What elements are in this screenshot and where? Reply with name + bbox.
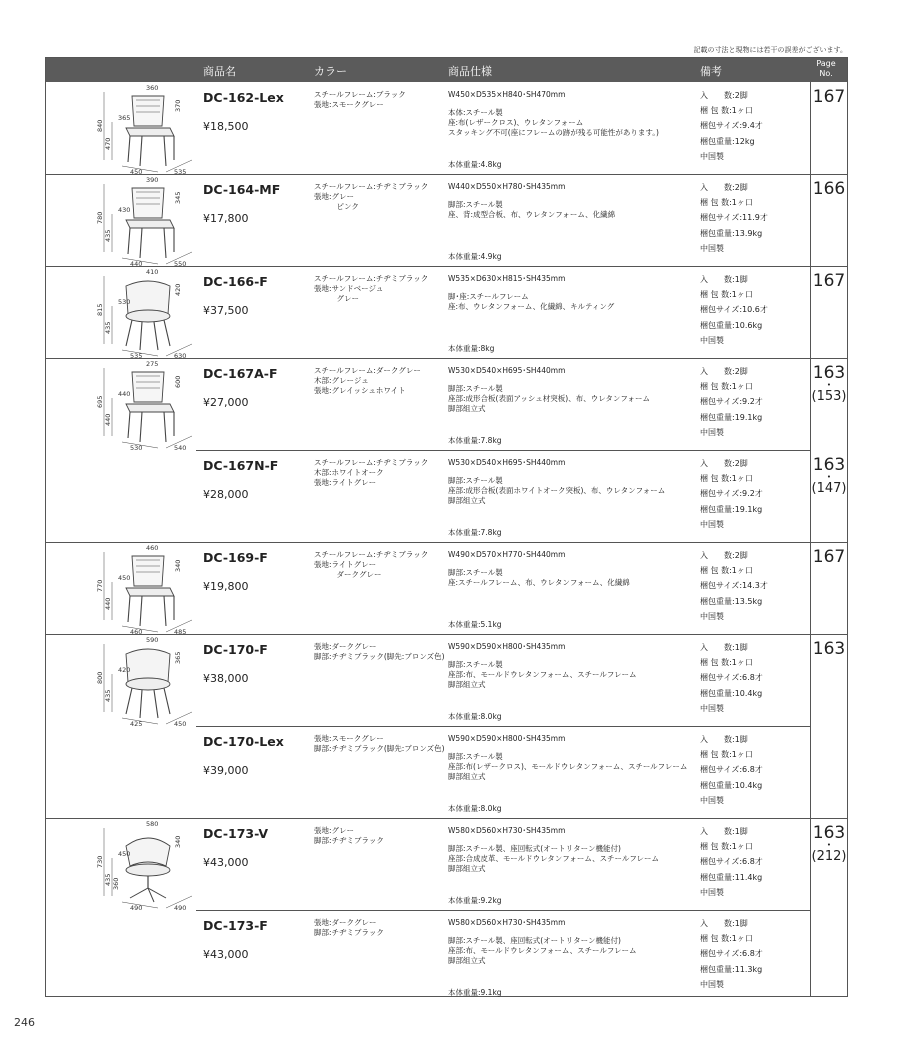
spec-line: 脚部:スチール製	[448, 384, 503, 393]
product-spec	[448, 90, 659, 138]
packing-line: 梱 包 数:1ヶ口	[700, 474, 753, 484]
dim-width: 450	[130, 168, 143, 174]
product-spec	[448, 366, 650, 414]
chair-dimension-diagram	[46, 542, 196, 634]
product-row	[46, 818, 847, 910]
packing-line: 梱包重量:11.3kg	[700, 964, 763, 974]
dim-seat-low: 360	[112, 877, 120, 890]
chair-drawing	[46, 174, 196, 266]
spec-line: 脚部:スチール製	[448, 752, 503, 761]
packing-line: 入 数:1脚	[700, 919, 748, 928]
product-weight: 本体重量:8.0kg	[448, 712, 502, 721]
dim-back-height: 345	[174, 191, 182, 204]
packing-line: 中国製	[700, 979, 724, 989]
page-separator-dot: •	[826, 841, 832, 849]
packing-line: 梱包サイズ:6.8才	[700, 949, 763, 959]
spec-line: 座部:布、モールドウレタンフォーム、スチールフレーム	[448, 946, 637, 955]
product-price: ¥18,500	[203, 120, 249, 133]
dim-top-width: 275	[146, 360, 159, 368]
product-row	[46, 174, 847, 266]
product-name: DC-170-Lex	[203, 734, 284, 749]
product-price: ¥37,500	[203, 304, 249, 317]
product-color: スチールフレーム:チヂミブラック 張地:グレー ピンク	[314, 182, 429, 211]
packing-line: 梱包サイズ:6.8才	[700, 857, 763, 867]
chair-dimension-diagram	[46, 634, 196, 726]
product-dimensions: W440×D550×H780･SH435mm	[448, 182, 566, 191]
product-weight: 本体重量:4.8kg	[448, 160, 502, 169]
packing-line: 入 数:2脚	[700, 183, 748, 192]
product-weight: 本体重量:5.1kg	[448, 620, 502, 629]
packing-line: 梱包サイズ:6.8才	[700, 673, 763, 683]
dim-seat-height: 435	[104, 689, 112, 702]
spec-line: 脚部組立式	[448, 956, 486, 965]
product-price: ¥17,800	[203, 212, 249, 225]
dim-width: 425	[130, 720, 143, 726]
spec-line: 座部:成形合板(表面アッシュ材突板)、布、ウレタンフォーム	[448, 394, 651, 403]
chair-drawing	[46, 818, 196, 910]
page-number: 166	[812, 179, 846, 199]
packing-line: 梱 包 数:1ヶ口	[700, 106, 753, 116]
product-spec	[448, 550, 630, 588]
product-table	[45, 57, 848, 997]
page-separator-dot: •	[826, 473, 832, 481]
dim-back-height: 420	[174, 283, 182, 296]
packing-line: 梱 包 数:1ヶ口	[700, 658, 753, 668]
dim-top-width: 460	[146, 544, 159, 552]
product-dimensions: W580×D560×H730･SH435mm	[448, 826, 566, 835]
spec-line: 脚部組立式	[448, 680, 486, 689]
product-row	[46, 450, 847, 542]
product-row	[46, 358, 847, 450]
product-spec	[448, 734, 687, 782]
page-subnumber: (153)	[811, 389, 847, 404]
product-name: DC-167A-F	[203, 366, 278, 381]
dimension-disclaimer: 記載の寸法と現物には若干の誤差がございます。	[693, 46, 847, 54]
header-color: カラー	[314, 65, 347, 78]
header-page-line2: No.	[819, 69, 833, 78]
product-name: DC-164-MF	[203, 182, 281, 197]
packing-line: 中国製	[700, 611, 724, 621]
spec-line: 脚部組立式	[448, 772, 486, 781]
product-color: 張地:スモークグレー 脚部:チヂミブラック(脚先:ブロンズ色)	[314, 734, 445, 753]
packing-line: 梱 包 数:1ヶ口	[700, 198, 753, 208]
table-header	[46, 58, 847, 82]
spec-line: 座:スチールフレーム、布、ウレタンフォーム、化繊綿	[448, 578, 630, 587]
packing-line: 入 数:2脚	[700, 367, 748, 376]
spec-line: 脚部組立式	[448, 864, 486, 873]
product-spec	[448, 182, 615, 220]
packing-line: 梱包重量:10.6kg	[700, 320, 763, 330]
packing-info	[700, 640, 763, 716]
page-reference	[811, 640, 847, 658]
dim-seat-depth: 365	[118, 114, 131, 122]
spec-line: 座部:成形合板(表面ホワイトオーク突板)、布、ウレタンフォーム	[448, 486, 666, 495]
packing-line: 梱包重量:13.9kg	[700, 228, 763, 238]
product-row	[46, 82, 847, 174]
packing-line: 梱包重量:11.4kg	[700, 872, 763, 882]
page-number: 167	[812, 271, 846, 291]
product-price: ¥38,000	[203, 672, 249, 685]
packing-line: 梱包重量:19.1kg	[700, 504, 763, 514]
product-name: DC-170-F	[203, 642, 268, 657]
packing-line: 中国製	[700, 703, 724, 713]
dim-width: 530	[130, 444, 143, 450]
packing-line: 梱 包 数:1ヶ口	[700, 290, 753, 300]
product-name: DC-173-V	[203, 826, 269, 841]
dim-height: 770	[96, 579, 104, 592]
page-number: 167	[812, 87, 846, 107]
packing-line: 梱包サイズ:9.2才	[700, 489, 763, 499]
packing-line: 入 数:1脚	[700, 643, 748, 652]
product-dimensions: W580×D560×H730･SH435mm	[448, 918, 566, 927]
header-spec: 商品仕様	[448, 65, 492, 78]
packing-line: 梱 包 数:1ヶ口	[700, 842, 753, 852]
product-dimensions: W450×D535×H840･SH470mm	[448, 90, 566, 99]
page-separator-dot: •	[826, 381, 832, 389]
packing-line: 梱包サイズ:14.3才	[700, 581, 768, 591]
packing-line: 入 数:1脚	[700, 827, 748, 836]
spec-line: 脚部:スチール製	[448, 200, 503, 209]
product-weight: 本体重量:7.8kg	[448, 436, 502, 445]
packing-line: 梱包重量:12kg	[700, 136, 755, 146]
page-reference	[811, 88, 847, 106]
dim-top-width: 360	[146, 84, 159, 92]
dim-seat-depth: 450	[118, 850, 131, 858]
product-spec	[448, 826, 659, 874]
packing-line: 梱 包 数:1ヶ口	[700, 934, 753, 944]
page-number: 163	[812, 363, 846, 383]
page-number: 163	[812, 455, 846, 475]
packing-line: 梱 包 数:1ヶ口	[700, 382, 753, 392]
spec-line: 脚部:スチール製	[448, 476, 503, 485]
dim-top-width: 580	[146, 820, 159, 828]
dim-seat-height: 435	[104, 873, 112, 886]
dim-height: 840	[96, 119, 104, 132]
packing-line: 梱包重量:10.4kg	[700, 688, 763, 698]
packing-line: 梱 包 数:1ヶ口	[700, 566, 753, 576]
packing-line: 梱 包 数:1ヶ口	[700, 750, 753, 760]
dim-depth: 450	[174, 720, 187, 726]
product-row	[46, 542, 847, 634]
packing-line: 梱包サイズ:11.9才	[700, 213, 768, 223]
chair-drawing	[46, 542, 196, 634]
product-name: DC-166-F	[203, 274, 268, 289]
dim-width: 460	[130, 628, 143, 634]
dim-height: 730	[96, 855, 104, 868]
spec-line: 座:布、ウレタンフォーム、化繊綿、キルティング	[448, 302, 615, 311]
dim-height: 780	[96, 211, 104, 224]
product-price: ¥27,000	[203, 396, 249, 409]
dim-depth: 490	[174, 904, 187, 910]
dim-depth: 630	[174, 352, 187, 358]
dim-seat-depth: 420	[118, 666, 131, 674]
spec-line: 座部:布(レザークロス)、モールドウレタンフォーム、スチールフレーム	[448, 762, 688, 771]
product-name: DC-167N-F	[203, 458, 279, 473]
product-row	[46, 634, 847, 726]
product-weight: 本体重量:8kg	[448, 344, 495, 353]
spec-line: 座部:合成皮革、モールドウレタンフォーム、スチールフレーム	[448, 854, 660, 863]
packing-line: 中国製	[700, 243, 724, 253]
packing-line: 梱包重量:19.1kg	[700, 412, 763, 422]
product-price: ¥39,000	[203, 764, 249, 777]
dim-height: 800	[96, 671, 104, 684]
packing-line: 梱包重量:10.4kg	[700, 780, 763, 790]
chair-dimension-diagram	[46, 358, 196, 450]
chair-dimension-diagram	[46, 174, 196, 266]
dim-seat-height: 435	[104, 229, 112, 242]
product-price: ¥43,000	[203, 856, 249, 869]
spec-line: 座、背:成型合板、布、ウレタンフォーム、化繊綿	[448, 210, 616, 219]
packing-line: 梱包重量:13.5kg	[700, 596, 763, 606]
dim-height: 695	[96, 395, 104, 408]
dim-depth: 535	[174, 168, 187, 174]
product-price: ¥19,800	[203, 580, 249, 593]
packing-info	[700, 732, 763, 808]
page-reference	[811, 272, 847, 290]
packing-info	[700, 456, 763, 532]
product-weight: 本体重量:8.0kg	[448, 804, 502, 813]
packing-line: 中国製	[700, 151, 724, 161]
dim-seat-depth: 430	[118, 206, 131, 214]
product-name: DC-173-F	[203, 918, 268, 933]
header-remarks: 備考	[700, 65, 722, 78]
product-price: ¥28,000	[203, 488, 249, 501]
chair-drawing	[46, 634, 196, 726]
page-number: 163	[812, 823, 846, 843]
dim-seat-depth: 450	[118, 574, 131, 582]
chair-drawing	[46, 266, 196, 358]
packing-line: 入 数:2脚	[700, 91, 748, 100]
page-number: 167	[812, 547, 846, 567]
page-reference	[811, 456, 847, 497]
product-dimensions: W590×D590×H800･SH435mm	[448, 734, 566, 743]
dim-seat-height: 470	[104, 137, 112, 150]
packing-line: 中国製	[700, 795, 724, 805]
product-name: DC-162-Lex	[203, 90, 284, 105]
dim-height: 815	[96, 303, 104, 316]
packing-line: 入 数:2脚	[700, 551, 748, 560]
packing-line: 梱包サイズ:10.6才	[700, 305, 768, 315]
product-price: ¥43,000	[203, 948, 249, 961]
dim-seat-height: 435	[104, 321, 112, 334]
dim-top-width: 590	[146, 636, 159, 644]
dim-seat-height: 440	[104, 413, 112, 426]
spec-line: 座部:布、モールドウレタンフォーム、スチールフレーム	[448, 670, 637, 679]
packing-line: 中国製	[700, 519, 724, 529]
page-subnumber: (147)	[811, 481, 847, 496]
packing-line: 梱包サイズ:9.2才	[700, 397, 763, 407]
chair-drawing	[46, 358, 196, 450]
packing-info	[700, 548, 768, 624]
product-row	[46, 910, 847, 1002]
product-color: スチールフレーム:ブラック 張地:スモークグレー	[314, 90, 406, 109]
dim-depth: 540	[174, 444, 187, 450]
product-color: スチールフレーム:チヂミブラック 木部:ホワイトオーク 張地:ライトグレー	[314, 458, 429, 487]
chair-drawing	[46, 82, 196, 174]
product-color: スチールフレーム:チヂミブラック 張地:ライトグレー ダークグレー	[314, 550, 429, 579]
packing-info	[700, 824, 763, 900]
spec-line: 脚部組立式	[448, 496, 486, 505]
chair-dimension-diagram	[46, 82, 196, 174]
product-spec	[448, 642, 637, 690]
product-color: スチールフレーム:ダークグレー 木部:グレージュ 張地:グレイッシュホワイト	[314, 366, 421, 395]
product-color: 張地:ダークグレー 脚部:チヂミブラック	[314, 918, 384, 937]
spec-line: 脚部組立式	[448, 404, 486, 413]
product-color: 張地:グレー 脚部:チヂミブラック	[314, 826, 384, 845]
product-name: DC-169-F	[203, 550, 268, 565]
product-row	[46, 266, 847, 358]
page-reference	[811, 548, 847, 566]
packing-line: 梱包サイズ:9.4才	[700, 121, 763, 131]
packing-line: 中国製	[700, 335, 724, 345]
spec-line: 本体:スチール製	[448, 108, 503, 117]
product-spec	[448, 918, 637, 966]
header-page-no	[811, 59, 841, 79]
product-dimensions: W590×D590×H800･SH435mm	[448, 642, 566, 651]
product-weight: 本体重量:7.8kg	[448, 528, 502, 537]
page-reference	[811, 824, 847, 865]
dim-width: 440	[130, 260, 143, 266]
packing-info	[700, 180, 768, 256]
dim-back-height: 340	[174, 559, 182, 572]
dim-seat-depth: 530	[118, 298, 131, 306]
dim-width: 490	[130, 904, 143, 910]
product-dimensions: W535×D630×H815･SH435mm	[448, 274, 566, 283]
dim-top-width: 390	[146, 176, 159, 184]
packing-line: 梱包サイズ:6.8才	[700, 765, 763, 775]
dim-depth: 485	[174, 628, 187, 634]
dim-depth: 550	[174, 260, 187, 266]
page-number: 163	[812, 639, 846, 659]
chair-dimension-diagram	[46, 818, 196, 910]
dim-back-height: 370	[174, 99, 182, 112]
spec-line: 脚部:スチール製	[448, 660, 503, 669]
chair-dimension-diagram	[46, 266, 196, 358]
packing-line: 入 数:1脚	[700, 735, 748, 744]
product-weight: 本体重量:4.9kg	[448, 252, 502, 261]
packing-line: 中国製	[700, 887, 724, 897]
page-reference	[811, 180, 847, 198]
spec-line: 脚部:スチール製、座回転式(オートリターン機能付)	[448, 936, 621, 945]
dim-back-height: 600	[174, 375, 182, 388]
dim-seat-height: 440	[104, 597, 112, 610]
dim-top-width: 410	[146, 268, 159, 276]
header-name: 商品名	[203, 65, 236, 78]
packing-info	[700, 916, 763, 992]
product-row	[46, 726, 847, 818]
spec-line: スタッキング不可(座にフレームの跡が残る可能性があります。)	[448, 128, 659, 137]
packing-info	[700, 364, 763, 440]
product-color: 張地:ダークグレー 脚部:チヂミブラック(脚先:ブロンズ色)	[314, 642, 445, 661]
footer-page-number: 246	[14, 1016, 35, 1029]
spec-line: 脚･座:スチールフレーム	[448, 292, 529, 301]
product-weight: 本体重量:9.1kg	[448, 988, 502, 997]
dim-seat-depth: 440	[118, 390, 131, 398]
dim-width: 535	[130, 352, 143, 358]
packing-line: 入 数:2脚	[700, 459, 748, 468]
header-page-line1: Page	[816, 59, 836, 68]
spec-line: 脚部:スチール製	[448, 568, 503, 577]
packing-line: 入 数:1脚	[700, 275, 748, 284]
product-spec	[448, 458, 665, 506]
product-weight: 本体重量:9.2kg	[448, 896, 502, 905]
dim-back-height: 340	[174, 835, 182, 848]
page-reference	[811, 364, 847, 405]
page-subnumber: (212)	[811, 849, 847, 864]
packing-info	[700, 88, 763, 164]
spec-line: 脚部:スチール製、座回転式(オートリターン機能付)	[448, 844, 621, 853]
spec-line: 座:布(レザークロス)、ウレタンフォーム	[448, 118, 584, 127]
dim-back-height: 365	[174, 651, 182, 664]
packing-line: 中国製	[700, 427, 724, 437]
product-spec	[448, 274, 614, 312]
product-dimensions: W530×D540×H695･SH440mm	[448, 458, 566, 467]
product-dimensions: W490×D570×H770･SH440mm	[448, 550, 566, 559]
packing-info	[700, 272, 768, 348]
product-dimensions: W530×D540×H695･SH440mm	[448, 366, 566, 375]
product-color: スチールフレーム:チヂミブラック 張地:サンドベージュ グレー	[314, 274, 429, 303]
